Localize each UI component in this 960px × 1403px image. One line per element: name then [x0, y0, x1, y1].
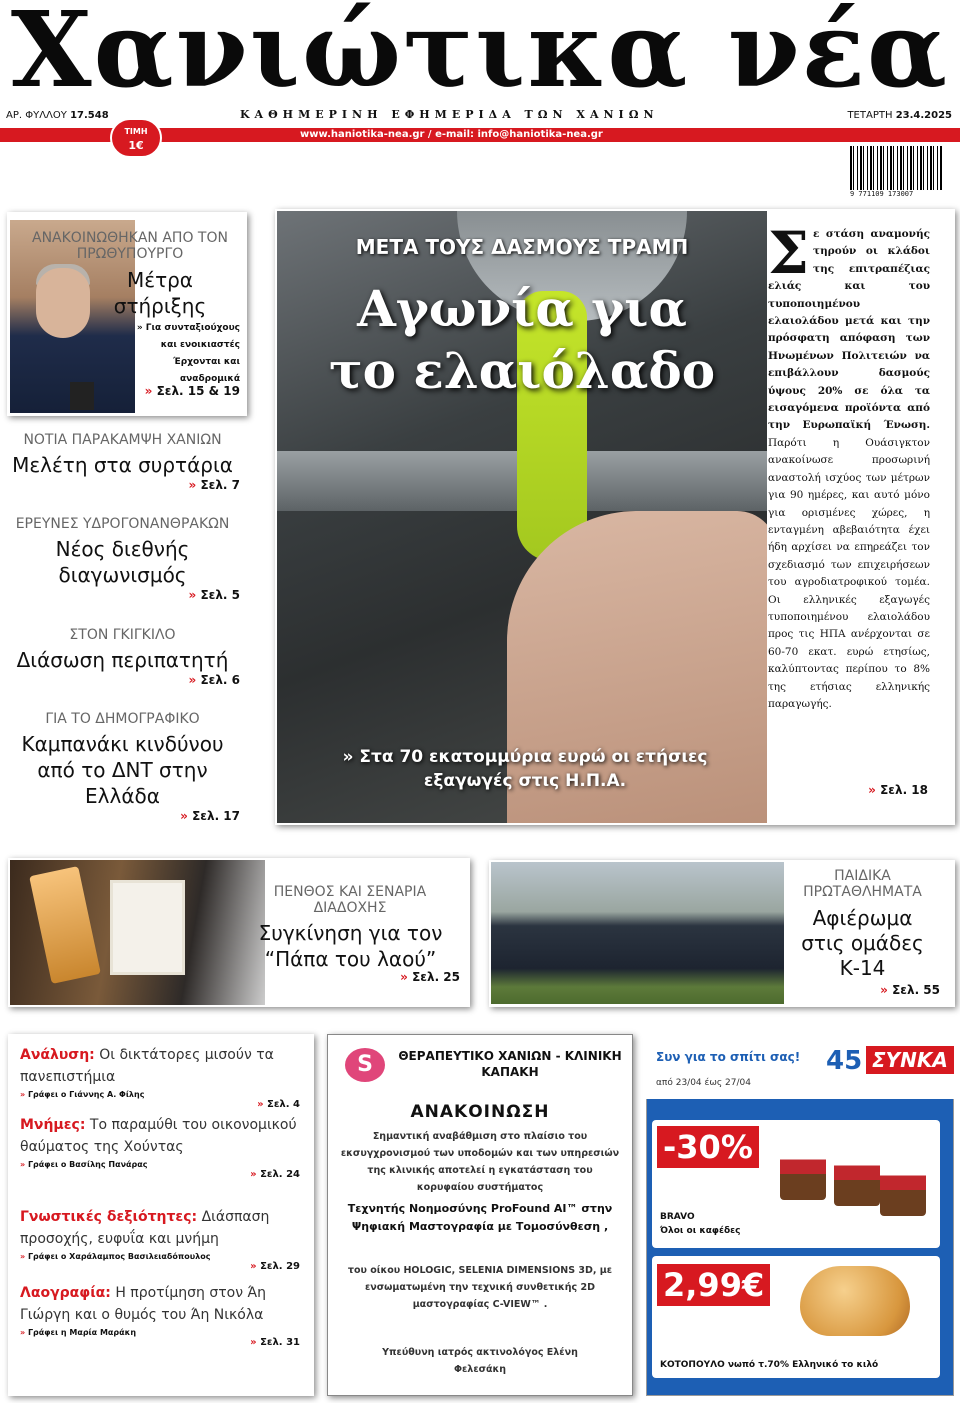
pm-page: » Σελ. 15 & 19 [130, 384, 240, 398]
barcode-icon [850, 146, 942, 190]
story-headline: Διάσωση περιπατητή [16, 648, 229, 672]
supermarket-dates: από 23/04 έως 27/04 [656, 1078, 751, 1088]
pm-bullet-1: » Για συνταξιούχους και ενοικιαστές [136, 323, 240, 350]
pm-face [36, 268, 90, 338]
coffee-pack-icon [834, 1148, 880, 1206]
opinion-item[interactable] [20, 1114, 300, 1180]
opinion-text: Το παραμύθι του οικονομικού θαύματος της Χούντας [20, 1117, 297, 1155]
main-page: » Σελ. 18 [770, 783, 928, 797]
opinion-label: Μνήμες: [20, 1117, 86, 1133]
main-kicker: ΜΕΤΑ ΤΟΥΣ ΔΑΣΜΟΥΣ ΤΡΑΜΠ [355, 235, 689, 259]
issue-number: 17.548 [70, 110, 109, 121]
opinion-text: Διάσπαση προσοχής, ευφυΐα και μνήμη [20, 1209, 270, 1247]
issue-date: 23.4.2025 [895, 110, 952, 121]
kids-headline: Αφιέρωμα στις ομάδες Κ-14 [801, 906, 924, 980]
opinion-author: » Γράφει ο Γιάννης Α. Φίλης [20, 1090, 300, 1099]
kids-page: » Σελ. 55 [840, 983, 940, 997]
supermarket-years: 45 [826, 1046, 863, 1076]
team-photo [491, 862, 784, 1004]
main-subhead: » Στα 70 εκατομμύρια ευρώ οι ετήσιες εξαγωγές στις Η.Π.Α. [330, 745, 720, 793]
coffee-pack-icon [780, 1142, 826, 1200]
main-headline-line2: το ελαιόλαδο [328, 341, 716, 400]
issue-info [6, 110, 109, 121]
opinion-page: » Σελ. 4 [20, 1099, 300, 1110]
supermarket-slogan: Συν για το σπίτι σας! [656, 1050, 801, 1064]
pope-headline: Συγκίνηση για τον “Πάπα του λαού” [258, 921, 443, 971]
opinion-page: » Σελ. 31 [20, 1337, 300, 1348]
story-page: » Σελ. 17 [5, 809, 240, 823]
main-headline-line1: Αγωνία για [357, 279, 687, 338]
supermarket-logo: ΣΥΝΚΑ [866, 1046, 954, 1074]
pope-page: » Σελ. 25 [360, 970, 460, 984]
offer-desc: ΚΟΤΟΠΟΥΛΟ νωπό τ.70% Ελληνικό το κιλό [660, 1360, 879, 1370]
story-headline: Καμπανάκι κινδύνου από το ΔΝΤ στην Ελλάδα [21, 732, 224, 808]
clinic-heading: ΑΝΑΚΟΙΝΩΣΗ [410, 1102, 550, 1122]
chicken-icon [800, 1266, 910, 1336]
clinic-title: ΘΕΡΑΠΕΥΤΙΚΟ ΧΑΝΙΩΝ - ΚΛΙΝΙΚΗ ΚΑΠΑΚΗ [398, 1049, 622, 1079]
opinion-label: Ανάλυση: [20, 1047, 95, 1063]
opinion-label: Λαογραφία: [20, 1285, 111, 1301]
story-headline: Μελέτη στα συρτάρια [12, 453, 233, 477]
story-kicker: ΝΟΤΙΑ ΠΑΡΑΚΑΜΨΗ ΧΑΝΙΩΝ [23, 432, 222, 448]
opinion-text: Οι δικτάτορες μισούν τα πανεπιστήμια [20, 1047, 274, 1085]
date-label: ΤΕΤΑΡΤΗ [847, 110, 893, 121]
pm-bullet-2: Έρχονται και αναδρομικά [173, 357, 240, 384]
opinion-author: » Γράφει ο Βασίλης Πανάρας [20, 1160, 300, 1169]
kids-kicker: ΠΑΙΔΙΚΑ ΠΡΩΤΑΘΛΗΜΑΤΑ [803, 868, 922, 900]
story-page: » Σελ. 5 [5, 588, 240, 602]
opinion-item[interactable] [20, 1206, 300, 1272]
story-demographics[interactable] [5, 711, 240, 823]
opinion-author: » Γράφει η Μαρία Μαράκη [20, 1328, 300, 1337]
tagline: ΚΑΘΗΜΕΡΙΝΗ ΕΦΗΜΕΡΙΔΑ ΤΩΝ ΧΑΝΙΩΝ [240, 108, 659, 121]
story-kicker: ΓΙΑ ΤΟ ΔΗΜΟΓΡΑΦΙΚΟ [45, 711, 200, 727]
date-info [847, 110, 952, 121]
coffee-pack-icon [880, 1158, 926, 1216]
barcode-number: 9 771109 173007 [850, 190, 914, 198]
pope-kicker: ΠΕΝΘΟΣ ΚΑΙ ΣΕΝΑΡΙΑ ΔΙΑΔΟΧΗΣ [273, 884, 427, 916]
story-bypass[interactable] [5, 432, 240, 492]
offer-brand: BRAVO [660, 1212, 695, 1222]
opinion-page: » Σελ. 24 [20, 1169, 300, 1180]
story-kicker: ΣΤΟΝ ΓΚΙΓΚΙΛΟ [69, 627, 176, 643]
opinion-item[interactable] [20, 1282, 300, 1348]
microphone-icon [70, 382, 94, 410]
story-headline: Νέος διεθνής διαγωνισμός [55, 537, 190, 587]
main-headline [277, 278, 767, 402]
pm-kicker: ΑΝΑΚΟΙΝΩΘΗΚΑΝ ΑΠΟ ΤΟΝ ΠΡΩΘΥΠΟΥΡΓΟ [32, 230, 228, 262]
opinion-label: Γνωστικές δεξιότητες: [20, 1209, 198, 1225]
contact-links[interactable]: www.haniotika-nea.gr / e-mail: info@haniotika-nea.gr [300, 129, 603, 140]
pm-headline: Μέτρα στήριξης [113, 268, 207, 318]
story-page: » Σελ. 7 [5, 478, 240, 492]
pope-portrait [110, 880, 185, 975]
offer-price: 2,99€ [657, 1264, 770, 1306]
opinion-author: » Γράφει ο Χαράλαμπος Βασιλειαδόπουλος [20, 1252, 300, 1261]
story-hydrocarbons[interactable] [5, 516, 240, 602]
clinic-logo-icon: S [345, 1048, 385, 1082]
offer-desc: Όλοι οι καφέδες [660, 1226, 741, 1236]
clinic-text-3: του οίκου HOLOGIC, SELENIA DIMENSIONS 3D, με ενσωματωμένη την τεχνική συνθετικής 2D μαστογραφίας C-VIEW™ . [347, 1265, 613, 1310]
opinion-page: » Σελ. 29 [20, 1261, 300, 1272]
story-kicker: ΕΡΕΥΝΕΣ ΥΔΡΟΓΟΝΑΝΘΡΑΚΩΝ [15, 516, 230, 532]
price-label: ΤΙΜΗ [124, 127, 148, 136]
price-badge [110, 118, 162, 158]
opinion-item[interactable] [20, 1044, 300, 1110]
lead-paragraph: ε στάση αναμονής τηρούν οι κλάδοι της επιτραπέζιας ελιάς και του τυποποιημένου ελαιολάδου μετά και την πρόσφατη απόφαση των Ηνωμένων Πολιτειών να επιβάλλουν δασμούς ύψους 20% σε όλα τα εισαγόμενα προϊόντα από την Ευρωπαϊκή Ένωση. [768, 228, 930, 432]
newspaper-title: Χανιώτικα νέα [10, 0, 950, 111]
clinic-text-1: Σημαντική αναβάθμιση στο πλαίσιο του εκσυγχρονισμού των υποδομών και των υπηρεσιών της κλινικής αποτελεί η εγκατάσταση του κορυφαίου συστήματος [340, 1131, 620, 1193]
price-value: 1€ [128, 139, 144, 152]
body-paragraph: Παρότι η Ουάσιγκτον ανακοίνωσε προσωρινή αναστολή ισχύος των μέτρων για 90 ημέρες, και αυτό μόνο για ορισμένες χώρες, η ενταγμένη αβεβαιότητα έχει ήδη αρχίσει να επηρεάζει τον σχεδιασμό των επιχειρήσεων του αγροδιατροφικού τομέα. Οι ελληνικές εξαγωγές τυποποιημένου ελαιολάδου προς τις ΗΠΑ ανέρχονται σε 60-70 εκατ. ευρώ ετησίως, καλύπτοντας περίπου το 8% της ετήσιας ελληνικής παραγωγής. [768, 436, 930, 710]
clinic-signature: Υπεύθυνη ιατρός ακτινολόγος Ελένη Φελεσάκη [382, 1347, 578, 1375]
story-page: » Σελ. 6 [5, 673, 240, 687]
opinion-text: Η προτίμηση στον Άη Γιώργη και ο θυμός του Άη Νικόλα [20, 1285, 267, 1323]
dropcap: Σ [768, 219, 810, 287]
offer-discount: -30% [657, 1126, 759, 1168]
issue-label: ΑΡ. ΦΥΛΛΟΥ [6, 110, 67, 121]
pm-bullets [128, 320, 240, 388]
story-rescue[interactable] [5, 627, 240, 687]
main-article-text [768, 219, 930, 713]
clinic-text-2: Τεχνητής Νοημοσύνης ProFound AI™ στην Ψηφιακή Μαστογραφία με Τομοσύνθεση , [347, 1202, 613, 1233]
